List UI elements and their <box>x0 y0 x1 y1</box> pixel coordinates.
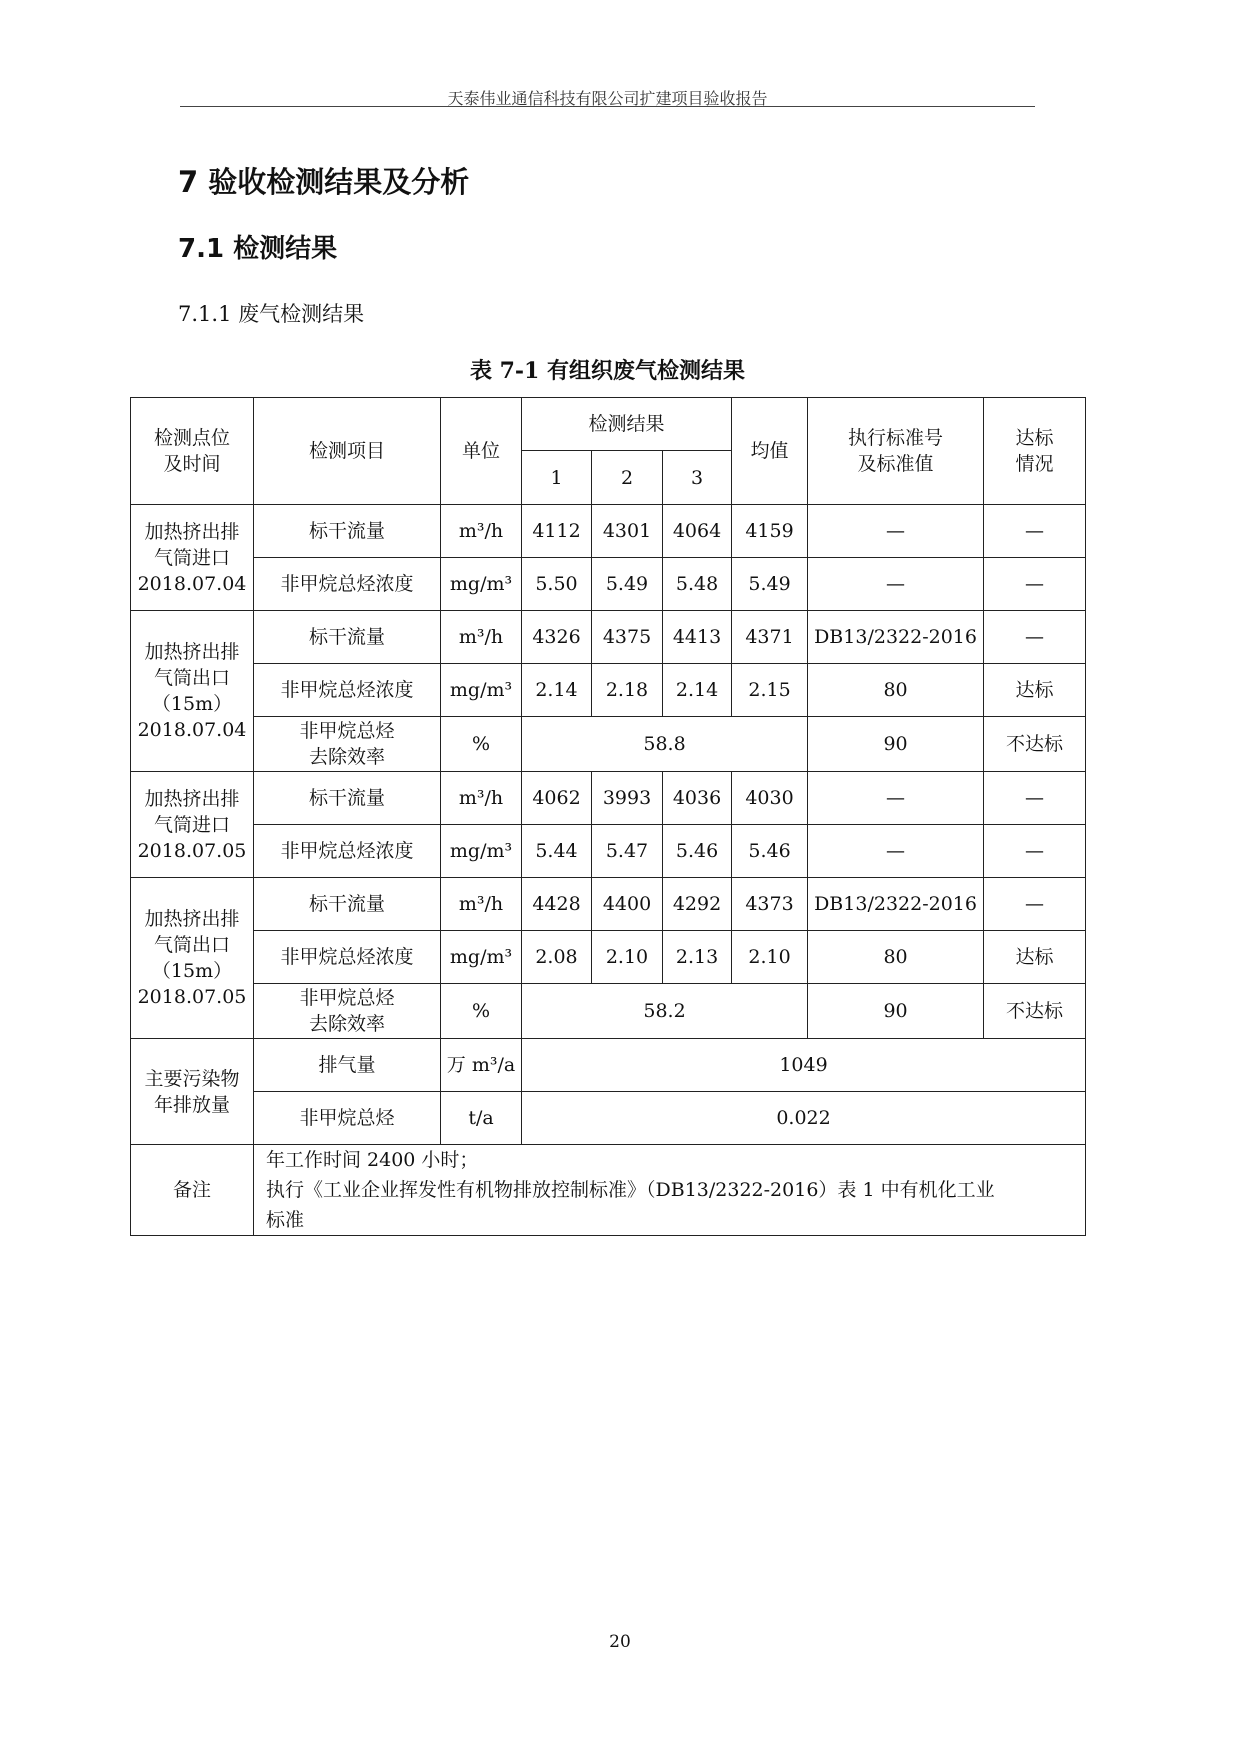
notes-label: 备注 <box>131 1145 254 1236</box>
page-header: 天泰伟业通信科技有限公司扩建项目验收报告 <box>447 89 768 108</box>
item-cell: 非甲烷总烃浓度 <box>254 664 441 717</box>
standard-cell: 80 <box>808 664 984 717</box>
note-line: 年工作时间 2400 小时； <box>266 1149 479 1171</box>
compliance-cell: 不达标 <box>984 717 1086 772</box>
point-time-cell: 加热挤出排 气筒进口 2018.07.05 <box>131 772 254 878</box>
mean-cell: 4159 <box>732 505 808 558</box>
result-value-cell: 2.13 <box>663 931 732 984</box>
standard-cell: — <box>808 505 984 558</box>
result-value-cell: 3993 <box>592 772 663 825</box>
result-value-cell: 2.18 <box>592 664 663 717</box>
unit-cell: mg/m³ <box>441 664 522 717</box>
result-value-cell: 4413 <box>663 611 732 664</box>
result-value-cell: 5.49 <box>592 558 663 611</box>
compliance-cell: — <box>984 878 1086 931</box>
header-point-time: 检测点位 及时间 <box>131 398 254 505</box>
standard-cell: 90 <box>808 984 984 1039</box>
result-value-cell: 4062 <box>522 772 592 825</box>
table-row <box>131 398 1086 451</box>
unit-cell: mg/m³ <box>441 558 522 611</box>
result-value-cell: 4036 <box>663 772 732 825</box>
result-value-cell: 4064 <box>663 505 732 558</box>
section-heading: 7 验收检测结果及分析 <box>178 165 470 199</box>
compliance-cell: — <box>984 558 1086 611</box>
mean-cell: 5.49 <box>732 558 808 611</box>
result-value-cell: 5.44 <box>522 825 592 878</box>
item-cell: 非甲烷总烃浓度 <box>254 825 441 878</box>
result-value-cell: 5.46 <box>663 825 732 878</box>
standard-cell: — <box>808 772 984 825</box>
result-value-cell: 2.14 <box>663 664 732 717</box>
mean-cell: 4371 <box>732 611 808 664</box>
annual-value-cell: 1049 <box>522 1039 1086 1092</box>
compliance-cell: 不达标 <box>984 984 1086 1039</box>
result-value-cell: 4301 <box>592 505 663 558</box>
compliance-cell: 达标 <box>984 664 1086 717</box>
compliance-cell: 达标 <box>984 931 1086 984</box>
result-value-cell: 4400 <box>592 878 663 931</box>
compliance-cell: — <box>984 772 1086 825</box>
sub-subsection-heading: 7.1.1 废气检测结果 <box>178 302 365 326</box>
table-row <box>131 1039 1086 1092</box>
point-time-cell: 加热挤出排 气筒出口 （15m） 2018.07.05 <box>131 878 254 1039</box>
result-value-cell: 4292 <box>663 878 732 931</box>
note-line: 标准 <box>266 1209 305 1231</box>
header-mean: 均值 <box>732 398 808 505</box>
standard-cell: DB13/2322-2016 <box>808 611 984 664</box>
unit-cell: m³/h <box>441 611 522 664</box>
unit-cell: m³/h <box>441 878 522 931</box>
result-value-cell: 5.47 <box>592 825 663 878</box>
header-item: 检测项目 <box>254 398 441 505</box>
result-value-cell: 4112 <box>522 505 592 558</box>
mean-cell: 5.46 <box>732 825 808 878</box>
unit-cell: m³/h <box>441 505 522 558</box>
standard-cell: 80 <box>808 931 984 984</box>
unit-cell: 万 m³/a <box>441 1039 522 1092</box>
result-value-cell: 4428 <box>522 878 592 931</box>
item-cell: 非甲烷总烃浓度 <box>254 558 441 611</box>
table-row <box>131 1145 1086 1236</box>
standard-cell: — <box>808 558 984 611</box>
item-cell: 标干流量 <box>254 505 441 558</box>
table-row <box>131 931 1086 984</box>
emission-results-table <box>130 397 1086 1236</box>
annual-value-cell: 0.022 <box>522 1092 1086 1145</box>
result-value-cell: 2.10 <box>592 931 663 984</box>
header-result-3: 3 <box>663 451 732 505</box>
item-cell: 非甲烷总烃浓度 <box>254 931 441 984</box>
result-value-cell: 4375 <box>592 611 663 664</box>
unit-cell: % <box>441 717 522 772</box>
standard-cell: 90 <box>808 717 984 772</box>
subsection-heading: 7.1 检测结果 <box>178 234 338 264</box>
table-row <box>131 558 1086 611</box>
notes-cell <box>254 1145 1086 1236</box>
point-time-cell: 加热挤出排 气筒进口 2018.07.04 <box>131 505 254 611</box>
header-standard: 执行标准号 及标准值 <box>808 398 984 505</box>
standard-cell: — <box>808 825 984 878</box>
table-row <box>131 611 1086 664</box>
header-results: 检测结果 <box>522 398 732 451</box>
unit-cell: mg/m³ <box>441 825 522 878</box>
mean-cell: 2.10 <box>732 931 808 984</box>
table-row <box>131 664 1086 717</box>
unit-cell: % <box>441 984 522 1039</box>
item-cell: 标干流量 <box>254 878 441 931</box>
table-row <box>131 505 1086 558</box>
table-row <box>131 878 1086 931</box>
compliance-cell: — <box>984 505 1086 558</box>
header-result-2: 2 <box>592 451 663 505</box>
mean-cell: 2.15 <box>732 664 808 717</box>
result-value-cell: 4326 <box>522 611 592 664</box>
item-cell: 非甲烷总烃 去除效率 <box>254 984 441 1039</box>
efficiency-value-cell: 58.8 <box>522 717 808 772</box>
item-cell: 标干流量 <box>254 772 441 825</box>
result-value-cell: 2.14 <box>522 664 592 717</box>
result-value-cell: 2.08 <box>522 931 592 984</box>
efficiency-value-cell: 58.2 <box>522 984 808 1039</box>
header-unit: 单位 <box>441 398 522 505</box>
unit-cell: t/a <box>441 1092 522 1145</box>
table-row <box>131 1092 1086 1145</box>
table-caption: 表 7-1 有组织废气检测结果 <box>469 358 746 384</box>
table-row <box>131 825 1086 878</box>
page-number: 20 <box>609 1632 631 1652</box>
note-line: 执行《工业企业挥发性有机物排放控制标准》（DB13/2322-2016）表 1 中有机化工业 <box>266 1179 995 1201</box>
header-result-1: 1 <box>522 451 592 505</box>
header-compliance: 达标 情况 <box>984 398 1086 505</box>
annual-emission-label: 主要污染物 年排放量 <box>131 1039 254 1145</box>
result-value-cell: 5.50 <box>522 558 592 611</box>
item-cell: 非甲烷总烃 <box>254 1092 441 1145</box>
table-row <box>131 772 1086 825</box>
compliance-cell: — <box>984 825 1086 878</box>
result-value-cell: 5.48 <box>663 558 732 611</box>
item-cell: 非甲烷总烃 去除效率 <box>254 717 441 772</box>
standard-cell: DB13/2322-2016 <box>808 878 984 931</box>
compliance-cell: — <box>984 611 1086 664</box>
mean-cell: 4030 <box>732 772 808 825</box>
unit-cell: mg/m³ <box>441 931 522 984</box>
unit-cell: m³/h <box>441 772 522 825</box>
mean-cell: 4373 <box>732 878 808 931</box>
table-row <box>131 717 1086 772</box>
item-cell: 标干流量 <box>254 611 441 664</box>
header-rule <box>180 106 1035 107</box>
table-row <box>131 984 1086 1039</box>
item-cell: 排气量 <box>254 1039 441 1092</box>
point-time-cell: 加热挤出排 气筒出口 （15m） 2018.07.04 <box>131 611 254 772</box>
